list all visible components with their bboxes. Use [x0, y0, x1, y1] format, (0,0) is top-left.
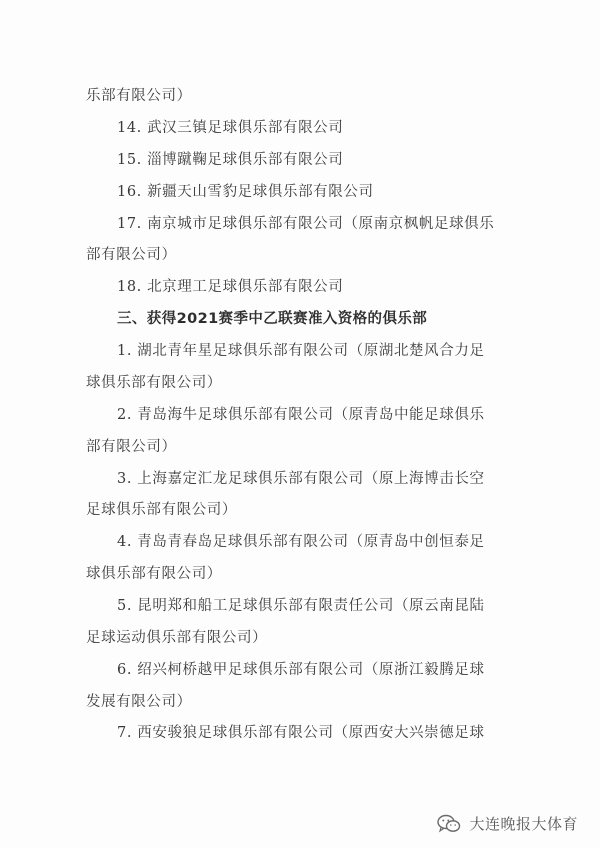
club-list-item: 7. 西安骏狼足球俱乐部有限公司（原西安大兴崇德足球 [117, 725, 485, 741]
text-line: 发展有限公司） [86, 694, 192, 710]
watermark-text: 大连晚报大体育 [469, 815, 578, 833]
text-line: 部有限公司） [86, 439, 177, 455]
club-list-item: 6. 绍兴柯桥越甲足球俱乐部有限公司（原浙江毅腾足球 [117, 662, 485, 678]
text-line: 足球运动俱乐部有限公司） [86, 630, 268, 646]
club-list-item: 16. 新疆天山雪豹足球俱乐部有限公司 [117, 184, 374, 200]
club-list-item: 2. 青岛海牛足球俱乐部有限公司（原青岛中能足球俱乐 [117, 407, 485, 423]
wechat-icon [437, 814, 461, 834]
text-line: 球俱乐部有限公司） [86, 566, 222, 582]
club-list-item: 4. 青岛青春岛足球俱乐部有限公司（原青岛中创恒泰足 [117, 534, 485, 550]
club-list-item: 3. 上海嘉定汇龙足球俱乐部有限公司（原上海博击长空 [117, 471, 485, 487]
club-list-item: 5. 昆明郑和船工足球俱乐部有限责任公司（原云南昆陆 [117, 598, 485, 614]
club-list-item: 15. 淄博蹴鞠足球俱乐部有限公司 [117, 152, 344, 168]
text-line: 球俱乐部有限公司） [86, 375, 222, 391]
club-list-item: 18. 北京理工足球俱乐部有限公司 [117, 279, 344, 295]
text-line: 乐部有限公司） [86, 88, 192, 104]
club-list-item: 14. 武汉三镇足球俱乐部有限公司 [117, 120, 344, 136]
watermark [437, 813, 578, 834]
club-list-item: 17. 南京城市足球俱乐部有限公司（原南京枫帆足球俱乐 [117, 216, 495, 232]
text-line: 部有限公司） [86, 247, 177, 263]
club-list-item: 1. 湖北青年星足球俱乐部有限公司（原湖北楚风合力足 [117, 343, 485, 359]
text-line: 足球俱乐部有限公司） [86, 502, 237, 518]
section-heading: 三、获得2021赛季中乙联赛准入资格的俱乐部 [117, 311, 428, 327]
